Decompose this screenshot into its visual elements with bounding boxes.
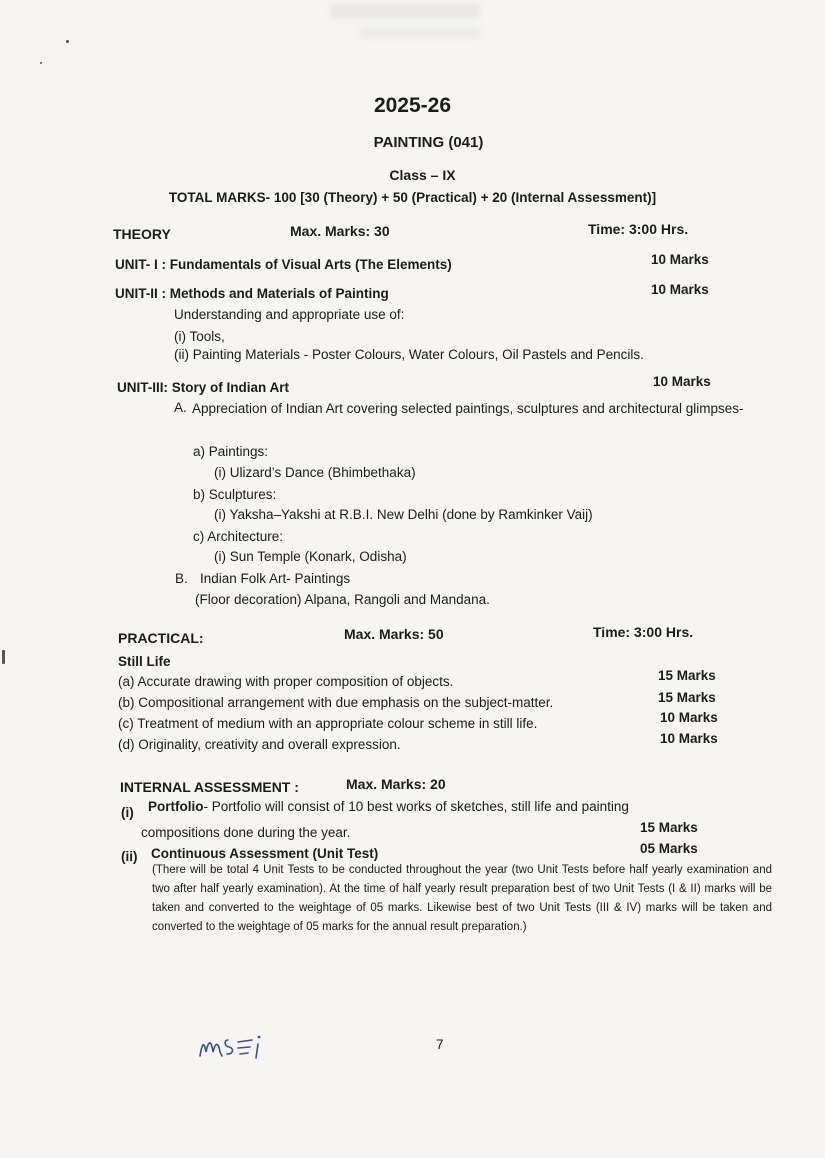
unit-1-marks: 10 Marks [651, 252, 709, 267]
internal-max-marks: Max. Marks: 20 [346, 776, 446, 792]
portfolio-marks: 15 Marks [640, 820, 698, 835]
unit-3-a-label: A. [174, 400, 187, 415]
unit-3-b-label: B. [175, 571, 188, 586]
bleed-through-mark [330, 4, 480, 18]
portfolio-number: (i) [121, 805, 134, 820]
sculptures-label: b) Sculptures: [193, 487, 277, 502]
practical-heading: PRACTICAL: [118, 630, 204, 646]
unit-3-b-sub: (Floor decoration) Alpana, Rangoli and Mandana. [195, 592, 490, 607]
scan-edge-mark [2, 650, 5, 664]
practical-item: (a) Accurate drawing with proper composition of objects. [118, 674, 454, 689]
sculptures-item: (i) Yaksha–Yakshi at R.B.I. New Delhi (done by Ramkinker Vaij) [214, 507, 593, 522]
handwritten-signature [196, 1028, 276, 1062]
unit-3-b-text: Indian Folk Art- Paintings [200, 571, 351, 586]
unit-3-title: UNIT-III: Story of Indian Art [117, 380, 289, 395]
portfolio-text: - Portfolio will consist of 10 best works of sketches, still life and painting [203, 799, 629, 814]
document-year: 2025-26 [373, 94, 452, 117]
unit-3-a-text: Appreciation of Indian Art covering selected paintings, sculptures and architectural glimpses- [192, 401, 744, 416]
scan-speck [66, 40, 69, 43]
theory-heading: THEORY [113, 226, 171, 242]
unit-2-line: (ii) Painting Materials - Poster Colours, Water Colours, Oil Pastels and Pencils. [174, 347, 644, 362]
unit-test-note: (There will be total 4 Unit Tests to be conducted throughout the year (two Unit Tests before half yearly examination and two after half yearly examination). At the time of half yearly result preparation best of two Unit Tests (I & II) marks will be taken and converted to the weightage of 05 marks. Likewise best of two Unit Tests (III & IV) marks will be taken and converted to the weightage of 05 marks for the annual result preparation.) [152, 864, 772, 933]
bleed-through-mark [360, 28, 480, 38]
architecture-item: (i) Sun Temple (Konark, Odisha) [214, 549, 407, 564]
theory-time: Time: 3:00 Hrs. [588, 221, 689, 237]
continuous-assessment-title: Continuous Assessment (Unit Test) [151, 846, 379, 861]
unit-1-title: UNIT- I : Fundamentals of Visual Arts (The Elements) [115, 257, 452, 272]
portfolio-title: Portfolio [148, 799, 204, 814]
portfolio-text-continued: compositions done during the year. [141, 825, 351, 840]
still-life-subhead: Still Life [118, 654, 171, 669]
continuous-assessment-marks: 05 Marks [640, 841, 698, 856]
portfolio-line [148, 799, 629, 814]
practical-item-marks: 15 Marks [658, 690, 716, 705]
paintings-label: a) Paintings: [193, 444, 269, 459]
practical-item-marks: 10 Marks [660, 710, 718, 725]
practical-item-marks: 15 Marks [658, 668, 716, 683]
total-marks: TOTAL MARKS- 100 [30 (Theory) + 50 (Practical) + 20 (Internal Assessment)] [168, 190, 657, 205]
scan-speck [40, 62, 42, 64]
unit-3-marks: 10 Marks [653, 374, 711, 389]
internal-heading: INTERNAL ASSESSMENT : [120, 779, 299, 795]
architecture-label: c) Architecture: [193, 529, 284, 544]
practical-item: (b) Compositional arrangement with due emphasis on the subject-matter. [118, 695, 554, 710]
continuous-assessment-number: (ii) [121, 849, 138, 864]
unit-2-marks: 10 Marks [651, 282, 709, 297]
theory-max-marks: Max. Marks: 30 [290, 223, 390, 239]
page-number: 7 [436, 1037, 444, 1052]
unit-2-line: Understanding and appropriate use of: [174, 307, 405, 322]
subject-title: PAINTING (041) [373, 134, 484, 151]
unit-2-title: UNIT-II : Methods and Materials of Painting [115, 286, 389, 301]
unit-2-line: (i) Tools, [174, 329, 225, 344]
class-label: Class – IX [389, 167, 456, 183]
practical-time: Time: 3:00 Hrs. [593, 624, 694, 640]
practical-item: (c) Treatment of medium with an appropriate colour scheme in still life. [118, 716, 538, 731]
practical-max-marks: Max. Marks: 50 [344, 626, 444, 642]
practical-item: (d) Originality, creativity and overall expression. [118, 737, 401, 752]
practical-item-marks: 10 Marks [660, 731, 718, 746]
paintings-item: (i) Ulizard’s Dance (Bhimbethaka) [214, 465, 416, 480]
